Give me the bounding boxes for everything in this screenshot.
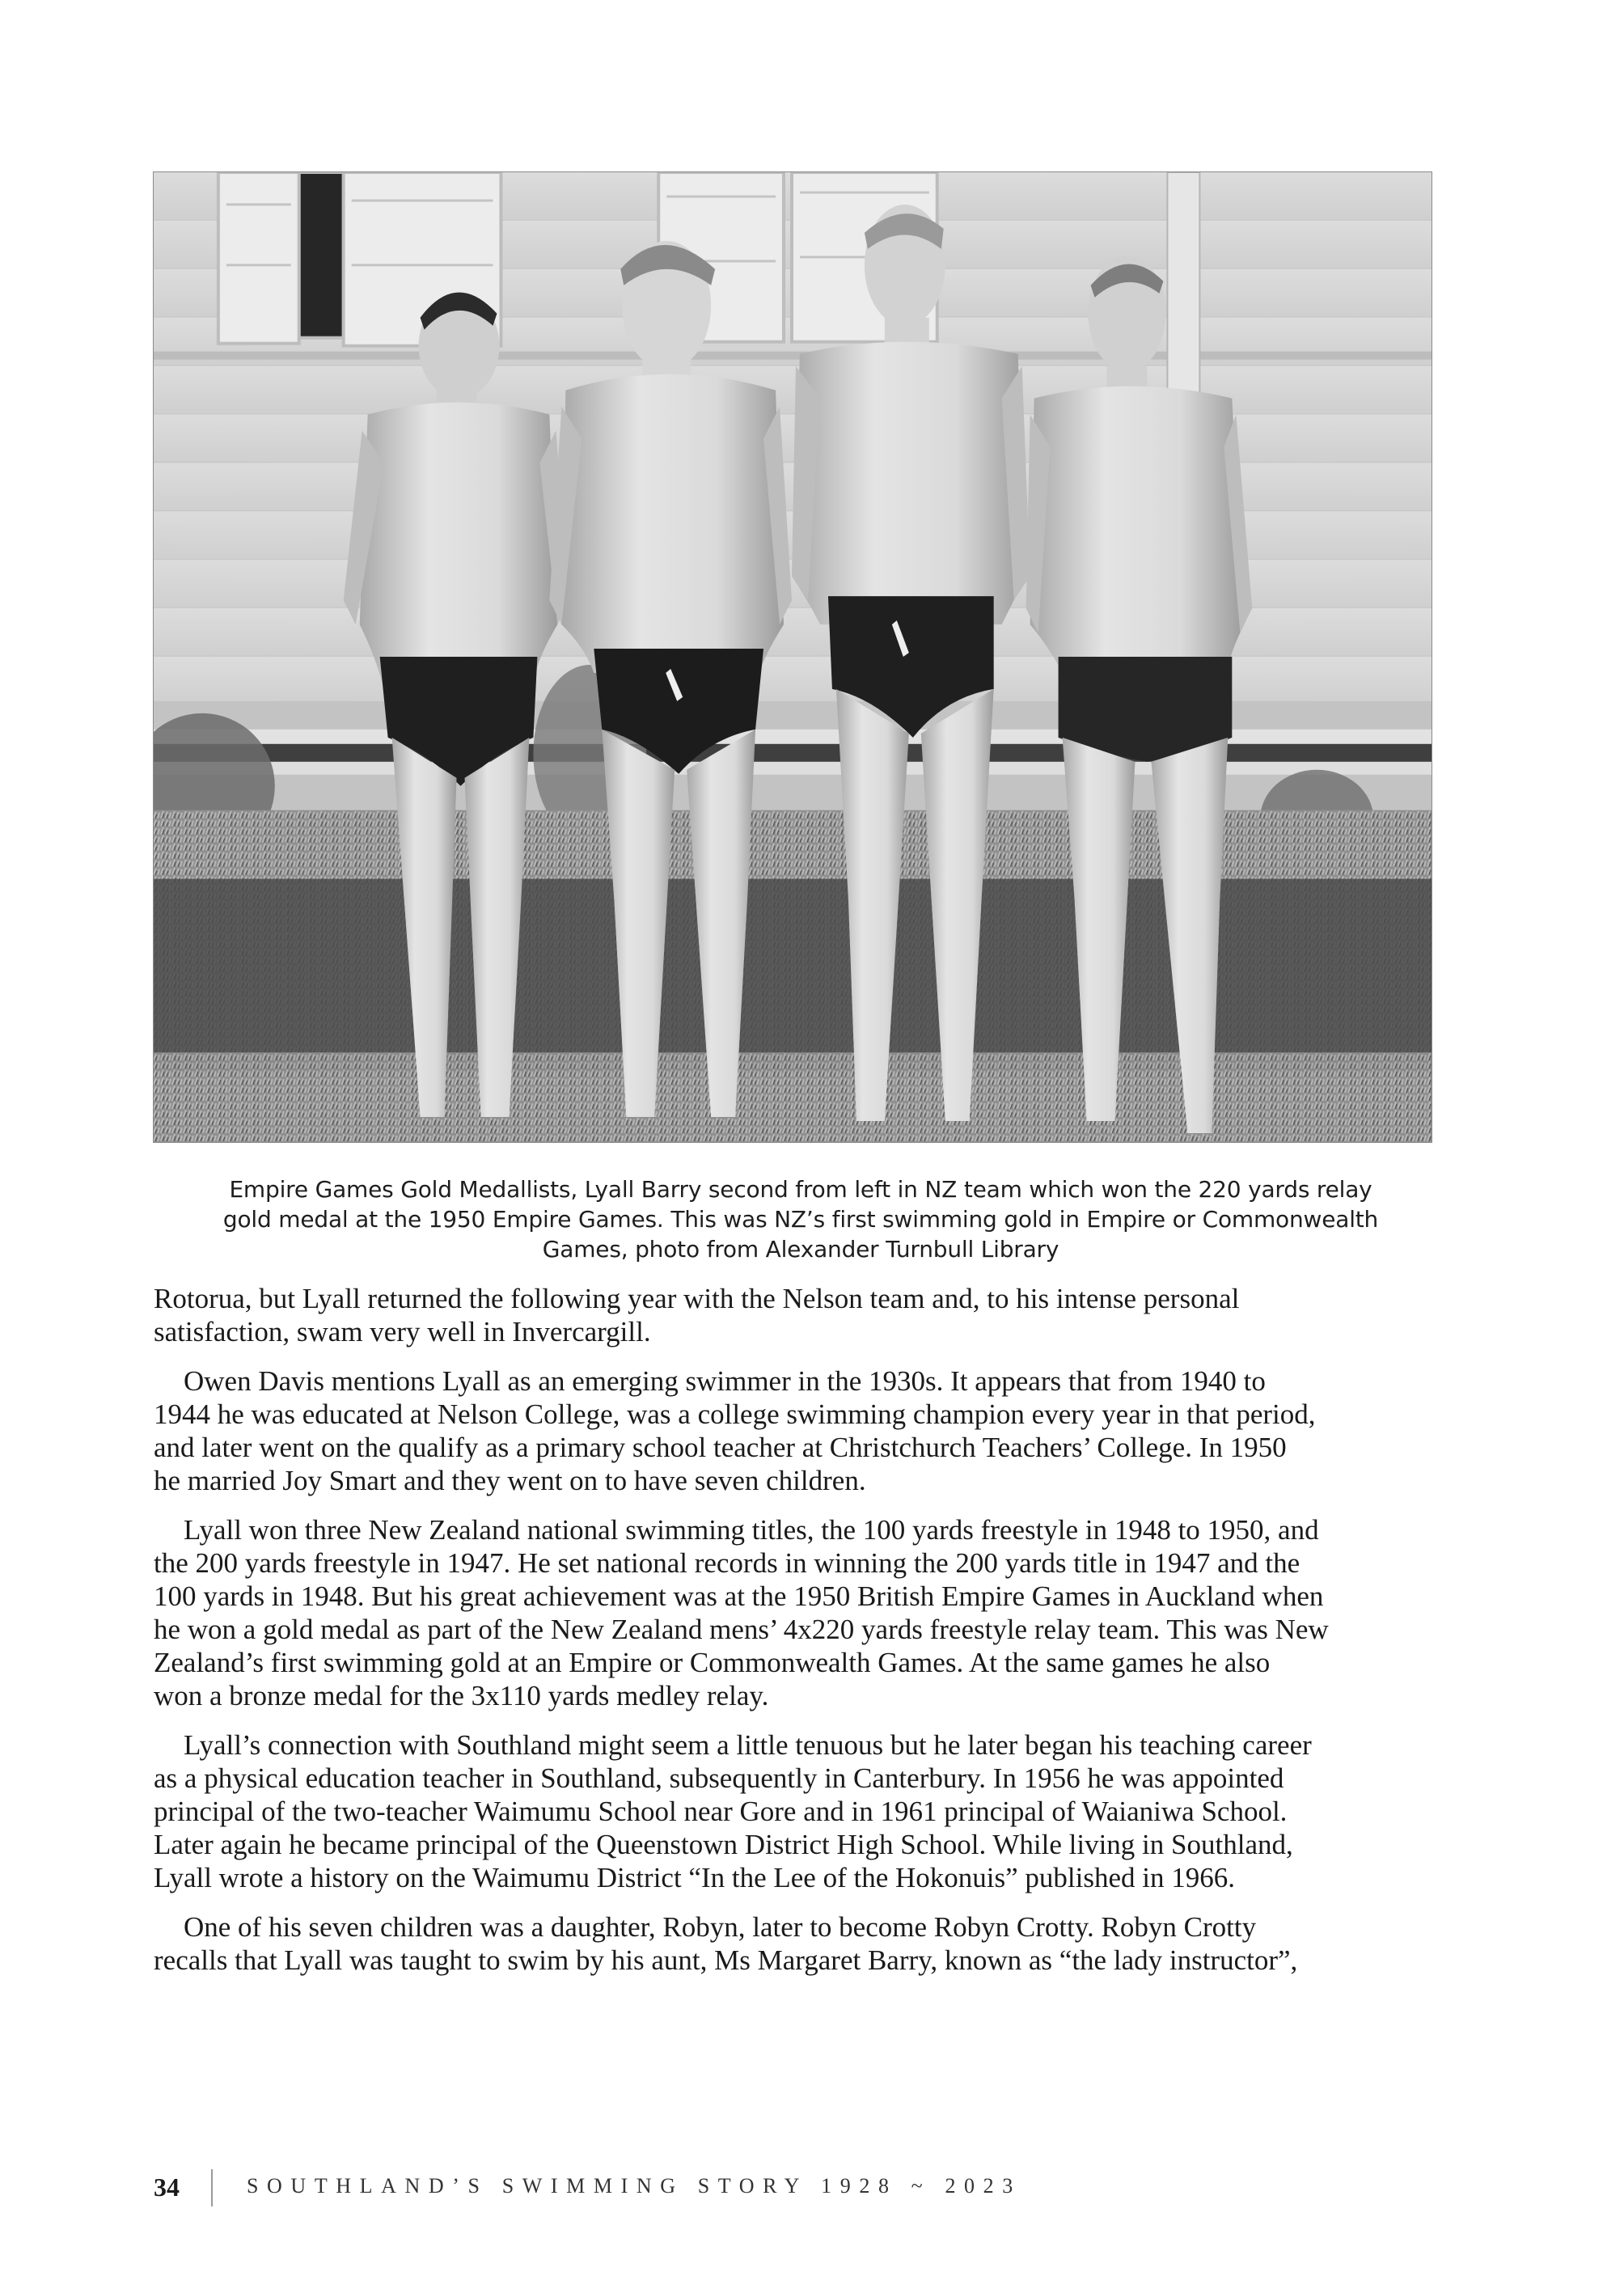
footer-divider <box>211 2169 213 2206</box>
text-line: 100 yards in 1948. But his great achievement was at the 1950 British Empire Games in Auckland when <box>154 1580 1324 1612</box>
text-line: Lyall’s connection with Southland might seem a little tenuous but he later began his teaching career <box>184 1729 1312 1761</box>
paragraph-2 <box>154 1364 1456 1497</box>
text-line: and later went on the qualify as a primary school teacher at Christchurch Teachers’ College. In 1950 <box>154 1432 1287 1463</box>
text-line: satisfaction, swam very well in Invercargill. <box>154 1316 651 1347</box>
caption-line: Games, photo from Alexander Turnbull Library <box>542 1236 1059 1263</box>
caption-line: gold medal at the 1950 Empire Games. This was NZ’s first swimming gold in Empire or Commonwealth <box>222 1206 1379 1233</box>
text-line: as a physical education teacher in Southland, subsequently in Canterbury. In 1956 he was appointed <box>154 1762 1284 1794</box>
text-line: he won a gold medal as part of the New Zealand mens’ 4x220 yards freestyle relay team. This was New <box>154 1614 1329 1645</box>
page-number: 34 <box>154 2172 180 2202</box>
text-line: recalls that Lyall was taught to swim by his aunt, Ms Margaret Barry, known as “the lady instructor”, <box>154 1944 1298 1976</box>
text-line: principal of the two-teacher Waimumu School near Gore and in 1961 principal of Waianiwa School. <box>154 1796 1288 1827</box>
text-line: Zealand’s first swimming gold at an Empire or Commonwealth Games. At the same games he also <box>154 1647 1271 1678</box>
text-line: the 200 yards freestyle in 1947. He set national records in winning the 200 yards title in 1947 and the <box>154 1547 1300 1579</box>
text-line: 1944 he was educated at Nelson College, was a college swimming champion every year in that period, <box>154 1398 1316 1430</box>
running-title: SOUTHLAND’S SWIMMING STORY 1928 ~ 2023 <box>247 2174 1021 2198</box>
page-footer <box>154 2169 1124 2210</box>
text-line: Owen Davis mentions Lyall as an emerging swimmer in the 1930s. It appears that from 1940 to <box>184 1365 1266 1397</box>
text-line: Later again he became principal of the Queenstown District High School. While living in Southland, <box>154 1829 1293 1860</box>
article-body <box>154 1282 1456 1993</box>
paragraph-4 <box>154 1728 1456 1894</box>
photo-caption <box>154 1174 1448 1264</box>
paragraph-3 <box>154 1513 1456 1712</box>
paragraph-1 <box>154 1282 1456 1348</box>
text-line: Rotorua, but Lyall returned the following year with the Nelson team and, to his intense personal <box>154 1283 1240 1314</box>
swimmers-photo-illustration <box>154 172 1432 1142</box>
text-line: he married Joy Smart and they went on to have seven children. <box>154 1465 866 1496</box>
text-line: Lyall won three New Zealand national swimming titles, the 100 yards freestyle in 1948 to 1950, and <box>184 1514 1319 1546</box>
text-line: won a bronze medal for the 3x110 yards medley relay. <box>154 1680 769 1711</box>
text-line: One of his seven children was a daughter, Robyn, later to become Robyn Crotty. Robyn Crotty <box>184 1911 1257 1943</box>
paragraph-5 <box>154 1910 1456 1977</box>
team-photograph <box>153 171 1432 1143</box>
text-line: Lyall wrote a history on the Waimumu District “In the Lee of the Hokonuis” published in 1966. <box>154 1862 1235 1893</box>
caption-line: Empire Games Gold Medallists, Lyall Barry second from left in NZ team which won the 220 yards relay <box>229 1176 1372 1203</box>
